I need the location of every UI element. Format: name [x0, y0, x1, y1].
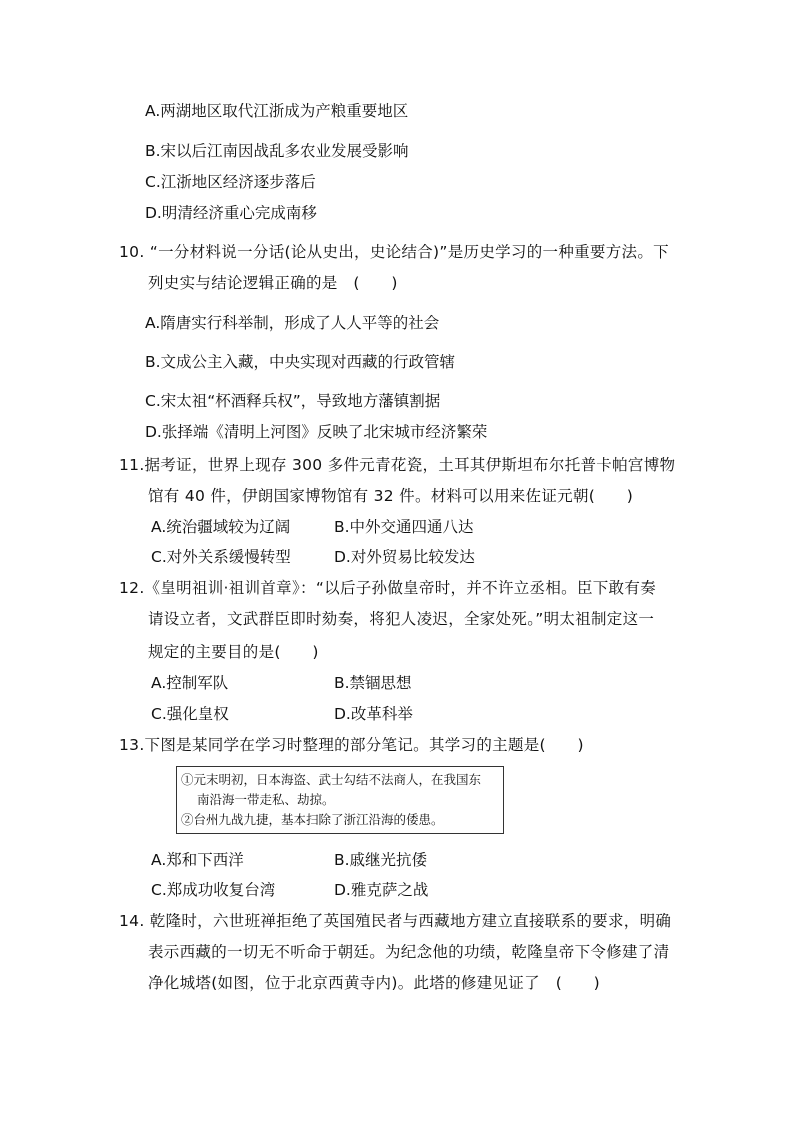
q11-option-a: A.统治疆域较为辽阔 [151, 518, 291, 536]
q11-stem-line1: 11.据考证，世界上现存 300 多件元青花瓷，土耳其伊斯坦布尔托普卡帕宫博物 [119, 456, 676, 474]
q12-stem-line2: 请设立者，文武群臣即时劾奏，将犯人凌迟，全家处死。”明太祖制定这一 [148, 610, 655, 628]
q14-stem-line2: 表示西藏的一切无不听命于朝廷。为纪念他的功绩，乾隆皇帝下令修建了清 [148, 943, 670, 961]
q13-option-b: B.戚继光抗倭 [334, 851, 428, 869]
note-line-3: ②台州九战九捷，基本扫除了浙江沿海的倭患。 [181, 812, 444, 827]
q12-stem-line1: 12.《皇明祖训·祖训首章》：“以后子孙做皇帝时，并不许立丞相。臣下敢有奏 [119, 579, 656, 597]
note-line-1: ①元末明初，日本海盗、武士勾结不法商人，在我国东 [181, 772, 482, 787]
q10-option-b: B.文成公主入藏，中央实现对西藏的行政管辖 [145, 353, 456, 371]
q13-option-c: C.郑成功收复台湾 [151, 881, 276, 899]
q11-option-c: C.对外关系缓慢转型 [151, 548, 291, 566]
q11-stem-line2: 馆有 40 件，伊朗国家博物馆有 32 件。材料可以用来佐证元朝( ) [148, 487, 634, 505]
q9-option-b: B.宋以后江南因战乱多农业发展受影响 [145, 142, 409, 160]
q10-option-d: D.张择端《清明上河图》反映了北宋城市经济繁荣 [145, 423, 488, 441]
q14-stem-line3: 净化城塔(如图，位于北京西黄寺内)。此塔的修建见证了 ( ) [148, 974, 600, 992]
q11-option-b: B.中外交通四通八达 [334, 518, 474, 536]
q9-option-c: C.江浙地区经济逐步落后 [145, 173, 316, 191]
q13-stem: 13.下图是某同学在学习时整理的部分笔记。其学习的主题是( ) [119, 736, 584, 754]
q13-option-d: D.雅克萨之战 [334, 881, 429, 899]
q12-option-c: C.强化皇权 [151, 705, 229, 723]
q10-option-c: C.宋太祖“杯酒释兵权”，导致地方藩镇割据 [145, 392, 441, 410]
q10-stem-line1: 10. “一分材料说一分话(论从史出，史论结合)”是历史学习的一种重要方法。下 [119, 243, 669, 261]
q11-option-d: D.对外贸易比较发达 [334, 548, 475, 566]
q10-option-a: A.隋唐实行科举制，形成了人人平等的社会 [145, 314, 440, 332]
q14-stem-line1: 14. 乾隆时，六世班禅拒绝了英国殖民者与西藏地方建立直接联系的要求，明确 [119, 912, 672, 930]
q12-option-a: A.控制军队 [151, 674, 229, 692]
q9-option-d: D.明清经济重心完成南移 [145, 204, 317, 222]
q12-stem-line3: 规定的主要目的是( ) [148, 643, 319, 661]
q12-option-d: D.改革科举 [334, 705, 413, 723]
note-line-2: 南沿海一带走私、劫掠。 [197, 792, 335, 807]
q10-stem-line2: 列史实与结论逻辑正确的是 ( ) [148, 274, 398, 292]
q9-option-a: A.两湖地区取代江浙成为产粮重要地区 [145, 102, 409, 120]
q12-option-b: B.禁锢思想 [334, 674, 412, 692]
q13-option-a: A.郑和下西洋 [151, 851, 244, 869]
study-notes-figure [176, 766, 504, 834]
